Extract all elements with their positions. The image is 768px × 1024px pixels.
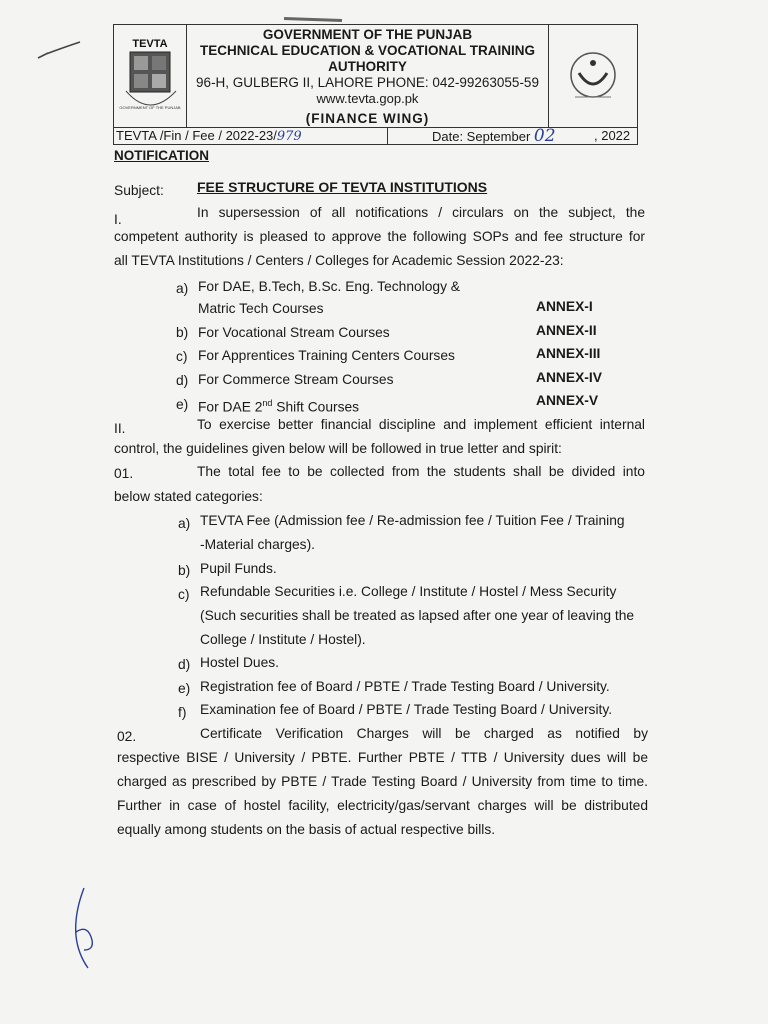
reference-number-prefix: TEVTA /Fin / Fee / 2022-23/ — [116, 128, 277, 143]
point-01-line1: The total fee to be collected from the students shall be divided into — [197, 464, 645, 479]
reference-divider — [387, 128, 388, 144]
annex-item-text2: Matric Tech Courses — [198, 301, 324, 316]
category-text: Examination fee of Board / PBTE / Trade Testing Board / University. — [200, 702, 613, 717]
category-text: Hostel Dues. — [200, 655, 279, 670]
date-label: Date: September — [432, 129, 531, 144]
handwritten-mark-icon — [36, 38, 86, 62]
reference-number — [116, 128, 302, 145]
section-1-line3: all TEVTA Institutions / Centers / Colleges for Academic Session 2022-23: — [114, 253, 564, 268]
section-1-line2: competent authority is pleased to approve the following SOPs and fee structure for — [114, 229, 645, 244]
punjab-seal — [548, 25, 637, 127]
reference-number-handwritten: 979 — [276, 129, 302, 144]
date-handwritten: 02 — [533, 126, 556, 146]
annex-item-text: For Commerce Stream Courses — [198, 372, 394, 387]
header-authority-line1: TECHNICAL EDUCATION & VOCATIONAL TRAINING — [200, 43, 535, 58]
annex-item-text: For Vocational Stream Courses — [198, 325, 390, 340]
section-1-line1: In supersession of all notifications / circulars on the subject, the — [197, 205, 645, 220]
annex-item-letter: d) — [176, 373, 189, 388]
category-letter: b) — [178, 563, 191, 578]
subject-label: Subject: — [114, 183, 164, 198]
header-government: GOVERNMENT OF THE PUNJAB — [262, 27, 473, 42]
annex-item-letter: a) — [176, 281, 189, 296]
section-1-number: I. — [114, 212, 122, 227]
category-text-cont: College / Institute / Hostel). — [200, 632, 366, 647]
annex-item-label: ANNEX-IV — [536, 370, 602, 385]
category-letter: d) — [178, 657, 191, 672]
point-01-line2: below stated categories: — [114, 489, 263, 504]
header-address: 96-H, GULBERG II, LAHORE PHONE: 042-99263055-59 — [196, 75, 539, 90]
punjab-seal-icon — [549, 25, 637, 127]
logo-ring-text: GOVERNMENT OF THE PUNJAB — [119, 105, 181, 110]
category-text: TEVTA Fee (Admission fee / Re-admission fee / Tuition Fee / Training — [200, 513, 625, 528]
category-text-cont: -Material charges). — [200, 537, 316, 552]
section-2-line1: To exercise better financial discipline and implement efficient internal — [197, 417, 645, 432]
point-02-line5: equally among students on the basis of actual respective bills. — [117, 822, 496, 837]
reference-date — [432, 128, 556, 145]
tevta-logo — [114, 25, 187, 127]
annex-item-text-post: Shift Courses — [272, 399, 360, 415]
subject-title: FEE STRUCTURE OF TEVTA INSTITUTIONS — [197, 179, 488, 195]
finance-wing-label: (FINANCE WING) — [305, 111, 430, 126]
annex-item-letter: c) — [176, 349, 188, 364]
logo-text: TEVTA — [132, 38, 168, 50]
category-text-cont: (Such securities shall be treated as lapsed after one year of leaving the — [200, 608, 635, 623]
signature-mark-icon — [66, 884, 106, 974]
annex-item-letter: e) — [176, 397, 189, 412]
section-2-number: II. — [114, 421, 126, 436]
letterhead — [113, 24, 638, 128]
point-02-line2: respective BISE / University / PBTE. Further PBTE / TTB / University dues will be — [117, 750, 648, 765]
header-website: www.tevta.gop.pk — [316, 91, 419, 106]
category-letter: e) — [178, 681, 191, 696]
category-letter: f) — [178, 705, 187, 720]
annex-item-letter: b) — [176, 325, 189, 340]
date-year: , 2022 — [594, 128, 631, 143]
reference-row — [113, 128, 638, 145]
annex-item-label: ANNEX-II — [536, 323, 597, 338]
point-02-line1: Certificate Verification Charges will be charged as notified by — [200, 726, 648, 741]
annex-item-text-sup: nd — [262, 398, 273, 408]
annex-item-label: ANNEX-V — [536, 393, 599, 408]
category-text: Registration fee of Board / PBTE / Trade Testing Board / University. — [200, 679, 610, 694]
annex-item-label: ANNEX-III — [536, 346, 601, 361]
notification-label: NOTIFICATION — [114, 148, 209, 163]
annex-item-text — [198, 394, 359, 417]
section-2-line2: control, the guidelines given below will be followed in true letter and spirit: — [114, 441, 562, 456]
annex-item-text-pre: For DAE 2 — [198, 399, 263, 415]
annex-item-text: For Apprentices Training Centers Courses — [198, 348, 455, 363]
header-authority-line2: AUTHORITY — [328, 59, 407, 74]
category-letter: c) — [178, 587, 190, 602]
annex-item-label: ANNEX-I — [536, 299, 593, 314]
point-02-line3: charged as prescribed by PBTE / Trade Testing Board / University from time to time. — [117, 774, 648, 789]
category-text: Pupil Funds. — [200, 561, 277, 576]
point-02-number: 02. — [117, 729, 137, 744]
pen-stroke-mark — [284, 17, 342, 22]
category-letter: a) — [178, 516, 191, 531]
point-02-line4: Further in case of hostel facility, electricity/gas/servant charges will be distributed — [117, 798, 648, 813]
tevta-logo-icon — [114, 25, 186, 127]
annex-item-text: For DAE, B.Tech, B.Sc. Eng. Technology & — [198, 279, 461, 294]
category-text: Refundable Securities i.e. College / Institute / Hostel / Mess Security — [200, 584, 617, 599]
point-01-number: 01. — [114, 466, 134, 481]
